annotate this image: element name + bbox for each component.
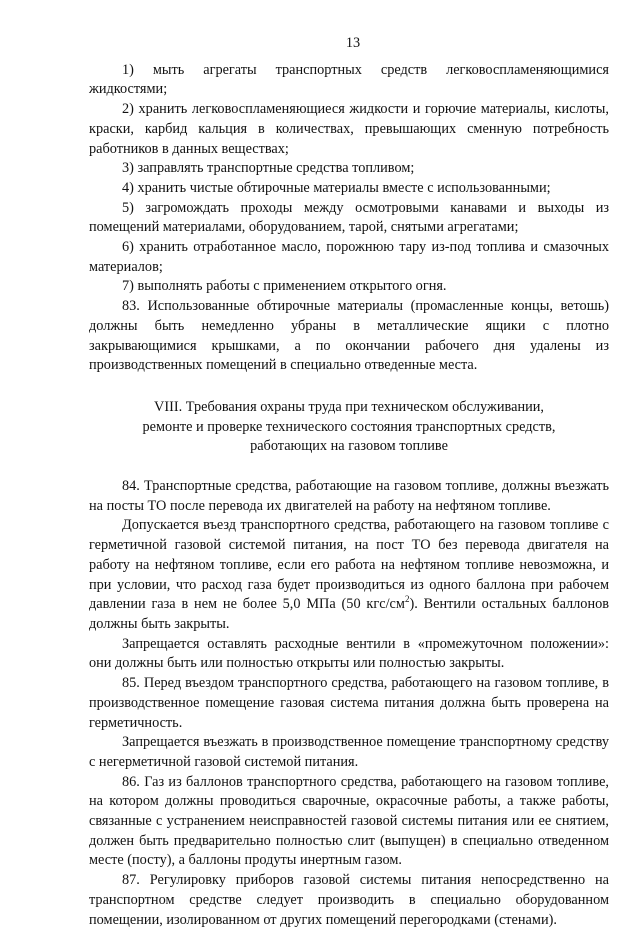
- document-page: [89, 34, 609, 930]
- paragraph-83: 83. Использованные обтирочные материалы (промасленные концы, ветошь) должны быть немедленно убраны в металлические ящики с плотно закрывающимися крышками, а по окончании рабочего дня удалены из производственных помещений в специально отведенные места.: [89, 298, 609, 374]
- section-heading: [89, 398, 609, 457]
- paragraph-84-allowed-tail: ). Вентили остальных баллонов должны быть закрыты.: [89, 596, 610, 632]
- paragraph-84: 84. Транспортные средства, работающие на газовом топливе, должны въезжать на посты ТО после перевода их двигателей на работу на нефтяном топливе.: [89, 478, 609, 514]
- section-heading-line: ремонте и проверке технического состояния транспортных средств,: [142, 418, 556, 435]
- list-item: 2) хранить легковоспламеняющиеся жидкости и горючие материалы, кислоты, краски, карбид кальция в количествах, превышающих сменную потребность работников в данных веществах;: [89, 101, 609, 157]
- paragraph-86: 86. Газ из баллонов транспортного средства, работающего на газовом топливе, на котором должны проводиться сварочные, окрасочные работы, а также работы, связанные с устранением неисправностей газовой системы питания или ее снятием, должен быть предварительно полностью слит (выпущен) в специально отведенном месте (посту), а баллоны продуты инертным газом.: [89, 773, 609, 869]
- section-heading-line: работающих на газовом топливе: [250, 438, 448, 455]
- list-item: 7) выполнять работы с применением открытого огня.: [122, 278, 447, 295]
- list-item: 4) хранить чистые обтирочные материалы вместе с использованными;: [122, 179, 551, 196]
- paragraph-85: 85. Перед въездом транспортного средства, работающего на газовом топливе, в производственное помещение газовая система питания должна быть проверена на герметичность.: [89, 675, 609, 731]
- paragraph-87: 87. Регулировку приборов газовой системы питания непосредственно на транспортном средстве следует производить в специально оборудованном помещении, изолированном от других помещений перегородками (стенами).: [89, 872, 609, 928]
- list-item: 3) заправлять транспортные средства топливом;: [122, 160, 415, 177]
- paragraph-84-allowed-main: Допускается въезд транспортного средства, работающего на газовом топливе с герметичной газовой системой питания, на пост ТО без перевода двигателя на работу на нефтяном топливе, если его работа на нефтяном топливе невозможна, и при условии, что расход газа будет производиться из одного баллона при рабочем давлении газа в нем не более 5,0 МПа (50 кгс/см: [89, 517, 609, 613]
- list-item: 1) мыть агрегаты транспортных средств легковоспламеняющимися жидкостями;: [89, 61, 609, 98]
- paragraph-85-forbidden: Запрещается въезжать в производственное помещение транспортному средству с негерметичной газовой системой питания.: [89, 734, 609, 770]
- paragraph-84-allowed: [89, 516, 609, 634]
- section-heading-line: VIII. Требования охраны труда при техническом обслуживании,: [154, 398, 544, 415]
- paragraph-84-forbidden: Запрещается оставлять расходные вентили в «промежуточном положении»: они должны быть или полностью открыты или полностью закрыты.: [89, 635, 609, 672]
- list-item: 6) хранить отработанное масло, порожнюю тару из-под топлива и смазочных материалов;: [89, 239, 609, 275]
- prohibited-actions-list: [89, 61, 609, 297]
- page-number: 13: [345, 35, 361, 51]
- list-item: 5) загромождать проходы между осмотровыми канавами и выходы из помещений материалами, оборудованием, тарой, снятыми агрегатами;: [89, 199, 609, 236]
- superscript: 2: [404, 594, 410, 605]
